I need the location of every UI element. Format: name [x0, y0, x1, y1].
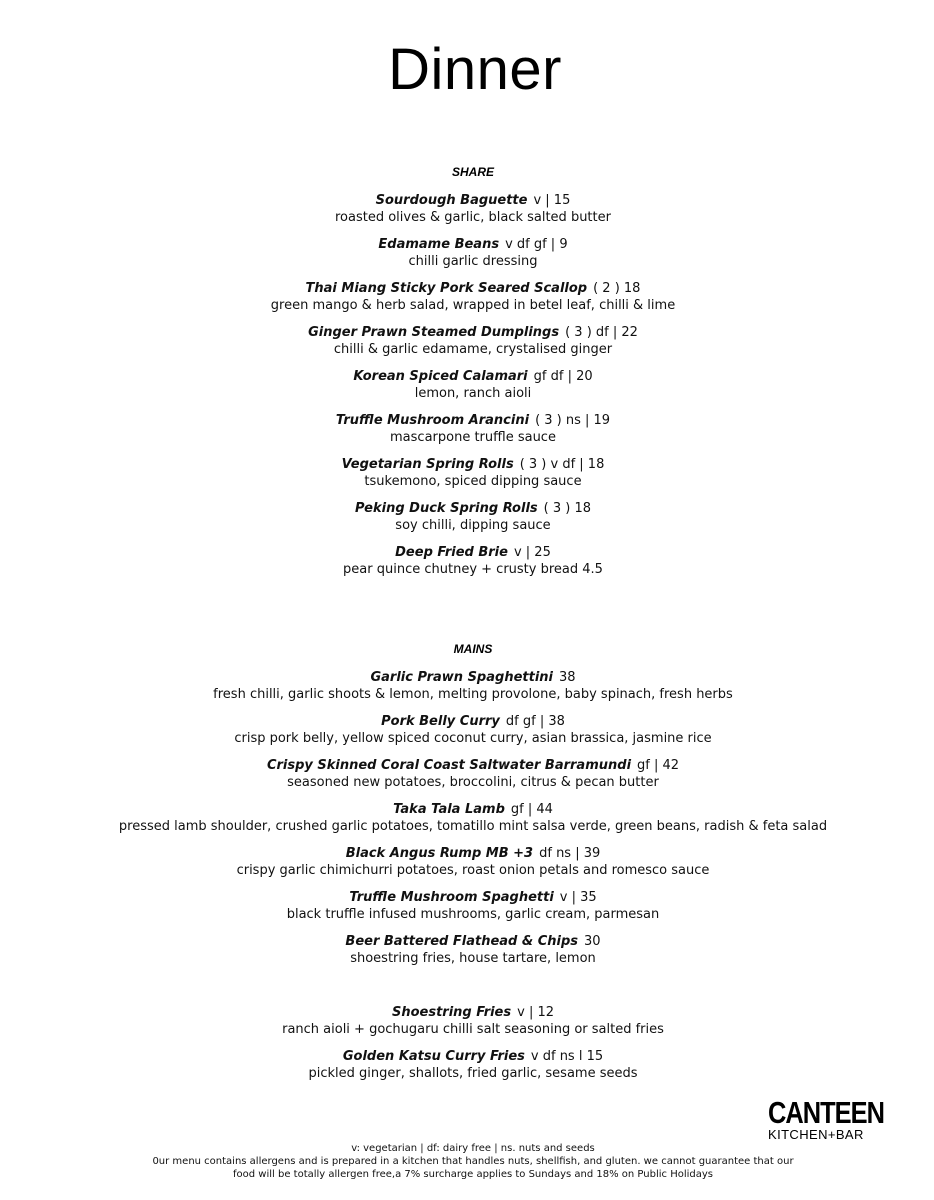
menu-item-name: Vegetarian Spring Rolls	[341, 457, 514, 472]
menu-item-title-line	[0, 1004, 934, 1021]
menu-item-name: Korean Spiced Calamari	[353, 369, 528, 384]
logo-wordmark: CANTEEN	[768, 1095, 884, 1130]
menu-item-name: Truffle Mushroom Spaghetti	[349, 890, 554, 905]
menu-item-description: black truffle infused mushrooms, garlic cream, parmesan	[286, 907, 660, 922]
menu-item	[0, 456, 934, 490]
menu-item	[0, 889, 934, 923]
menu-item	[0, 324, 934, 358]
menu-item-description: green mango & herb salad, wrapped in betel leaf, chilli & lime	[270, 298, 676, 313]
share-section	[0, 165, 934, 588]
logo-subtitle: KITCHEN+BAR	[768, 1127, 864, 1142]
menu-item-description: pear quince chutney + crusty bread 4.5	[343, 562, 603, 577]
menu-item	[0, 192, 934, 226]
menu-item-description: tsukemono, spiced dipping sauce	[364, 474, 582, 489]
menu-item	[0, 500, 934, 534]
menu-item-description: ranch aioli + gochugaru chilli salt seasoning or salted fries	[282, 1022, 664, 1037]
menu-item-name: Crispy Skinned Coral Coast Saltwater Barramundi	[266, 758, 632, 773]
menu-item-title-line	[0, 544, 934, 561]
menu-item-name: Thai Miang Sticky Pork Seared Scallop	[305, 281, 588, 296]
menu-item-name: Truffle Mushroom Arancini	[335, 413, 530, 428]
menu-item-title-line	[0, 368, 934, 385]
menu-item-name: Shoestring Fries	[391, 1005, 512, 1020]
menu-item-title-line	[0, 845, 934, 862]
menu-item-title-line	[0, 801, 934, 818]
menu-item-description: crisp pork belly, yellow spiced coconut curry, asian brassica, jasmine rice	[234, 731, 712, 746]
allergen-notice-line-1: 0ur menu contains allergens and is prepared in a kitchen that handles nuts, shellfish, and gluten. we cannot guarantee that our	[152, 1156, 794, 1167]
menu-item-title-line	[0, 757, 934, 774]
menu-item-description: shoestring fries, house tartare, lemon	[350, 951, 596, 966]
menu-item-dietary-price: ( 3 ) 18	[543, 501, 592, 516]
dietary-legend: v: vegetarian | df: dairy free | ns. nuts and seeds	[351, 1143, 595, 1154]
menu-item-description: fresh chilli, garlic shoots & lemon, melting provolone, baby spinach, fresh herbs	[213, 687, 733, 702]
share-heading: SHARE	[451, 165, 494, 179]
menu-item-name: Pork Belly Curry	[381, 714, 500, 729]
menu-item-dietary-price: v | 12	[517, 1005, 555, 1020]
menu-item-dietary-price: gf | 44	[510, 802, 553, 817]
menu-item-dietary-price: 38	[558, 670, 576, 685]
footer-notes	[0, 1142, 934, 1181]
menu-item-dietary-price: ( 2 ) 18	[593, 281, 641, 296]
menu-item	[0, 280, 934, 314]
menu-item-title-line	[0, 236, 934, 253]
menu-item-description: pressed lamb shoulder, crushed garlic potatoes, tomatillo mint salsa verde, green beans, radish & feta salad	[118, 819, 828, 834]
menu-item-description: seasoned new potatoes, broccolini, citrus & pecan butter	[287, 775, 659, 790]
menu-item-name: Golden Katsu Curry Fries	[342, 1049, 525, 1064]
menu-item-name: Taka Tala Lamb	[393, 802, 505, 817]
menu-item-name: Sourdough Baguette	[375, 193, 528, 208]
mains-item-list	[0, 669, 934, 967]
menu-item	[0, 368, 934, 402]
menu-item-dietary-price: v | 15	[533, 193, 571, 208]
menu-item	[0, 801, 934, 835]
menu-item-dietary-price: v | 35	[559, 890, 597, 905]
menu-item-name: Edamame Beans	[378, 237, 500, 252]
menu-item-name: Black Angus Rump MB +3	[345, 846, 534, 861]
menu-item-dietary-price: v df gf | 9	[505, 237, 568, 252]
menu-item	[0, 713, 934, 747]
menu-item-title-line	[0, 1048, 934, 1065]
menu-item	[0, 845, 934, 879]
share-item-list	[0, 192, 934, 578]
allergen-notice-line-2: food will be totally allergen free,a 7% surcharge applies to Sundays and 18% on Public Holidays	[233, 1169, 713, 1180]
menu-item-dietary-price: ( 3 ) ns | 19	[535, 413, 611, 428]
menu-item	[0, 669, 934, 703]
sides-section	[0, 1004, 934, 1092]
canteen-logo	[768, 1095, 884, 1142]
menu-item-description: mascarpone truffle sauce	[390, 430, 556, 445]
menu-item-title-line	[0, 324, 934, 341]
mains-heading: MAINS	[453, 642, 493, 656]
menu-item	[0, 757, 934, 791]
menu-item	[0, 1048, 934, 1082]
menu-item	[0, 412, 934, 446]
menu-item-description: lemon, ranch aioli	[414, 386, 532, 401]
menu-item-name: Beer Battered Flathead & Chips	[345, 934, 579, 949]
menu-item-title-line	[0, 669, 934, 686]
menu-item-name: Ginger Prawn Steamed Dumplings	[308, 325, 560, 340]
page-title: Dinner	[388, 37, 562, 102]
menu-item-title-line	[0, 192, 934, 209]
menu-item	[0, 544, 934, 578]
menu-item-dietary-price: gf | 42	[637, 758, 680, 773]
mains-section	[0, 642, 934, 977]
menu-item-description: roasted olives & garlic, black salted butter	[335, 210, 611, 225]
menu-item-title-line	[0, 280, 934, 297]
menu-item-description: pickled ginger, shallots, fried garlic, sesame seeds	[308, 1066, 638, 1081]
menu-item-title-line	[0, 933, 934, 950]
menu-item-name: Deep Fried Brie	[395, 545, 508, 560]
menu-item-title-line	[0, 889, 934, 906]
menu-item-dietary-price: v | 25	[513, 545, 551, 560]
menu-item-title-line	[0, 456, 934, 473]
menu-item-name: Garlic Prawn Spaghettini	[370, 670, 553, 685]
menu-item-description: crispy garlic chimichurri potatoes, roast onion petals and romesco sauce	[236, 863, 710, 878]
menu-item-description: chilli garlic dressing	[408, 254, 538, 269]
menu-item-dietary-price: df gf | 38	[505, 714, 565, 729]
menu-item-dietary-price: v df ns l 15	[530, 1049, 604, 1064]
menu-item	[0, 1004, 934, 1038]
menu-item-dietary-price: gf df | 20	[533, 369, 593, 384]
sides-item-list	[0, 1004, 934, 1082]
menu-item	[0, 236, 934, 270]
menu-item-title-line	[0, 500, 934, 517]
menu-item-description: chilli & garlic edamame, crystalised ginger	[333, 342, 613, 357]
menu-item-dietary-price: ( 3 ) df | 22	[565, 325, 638, 340]
menu-item-dietary-price: ( 3 ) v df | 18	[519, 457, 605, 472]
menu-item-dietary-price: 30	[584, 934, 601, 949]
menu-item	[0, 933, 934, 967]
menu-item-description: soy chilli, dipping sauce	[395, 518, 551, 533]
menu-item-name: Peking Duck Spring Rolls	[354, 501, 538, 516]
menu-item-title-line	[0, 713, 934, 730]
menu-item-dietary-price: df ns | 39	[539, 846, 601, 861]
menu-item-title-line	[0, 412, 934, 429]
